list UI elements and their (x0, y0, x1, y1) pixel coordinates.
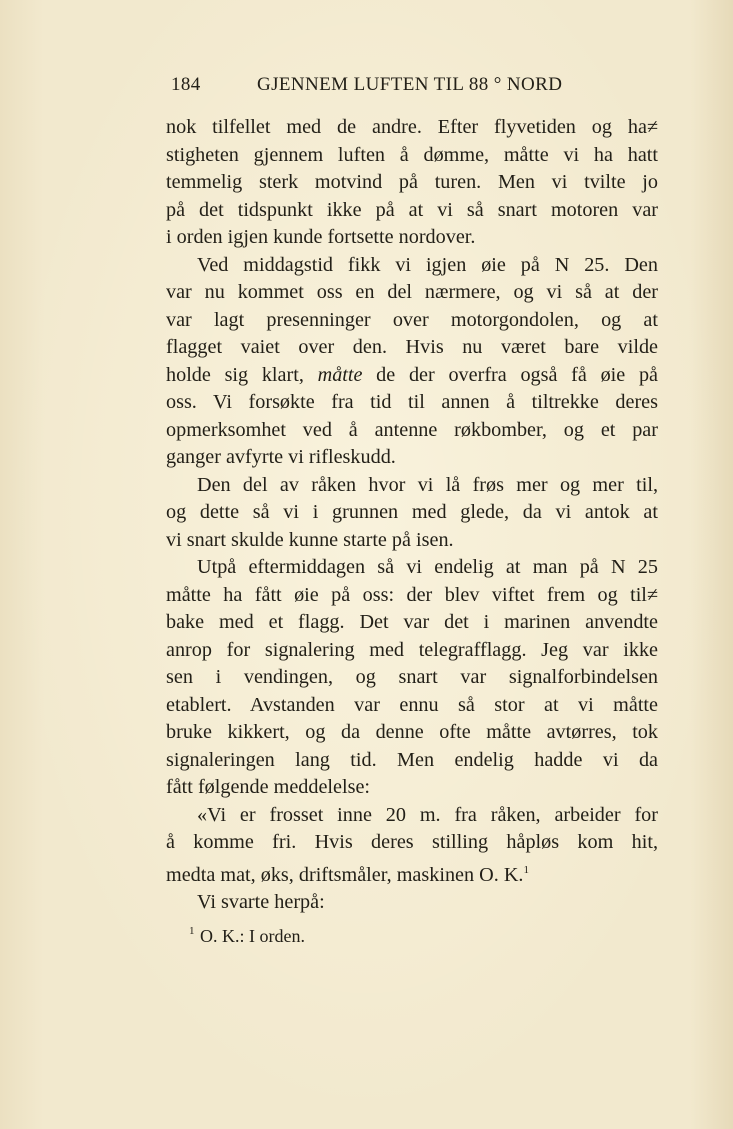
text-line: ganger avfyrte vi rifleskudd. (166, 446, 396, 468)
text-line: bruke kikkert, og da denne ofte måtte avtørres, tok (166, 721, 658, 743)
text-line: anrop for signalering med telegrafflagg. Jeg var ikke (166, 638, 658, 661)
text-line: signaleringen lang tid. Men endelig hadde vi da (166, 748, 658, 771)
text-line: Utpå eftermiddagen så vi endelig at man på N 25 (197, 556, 658, 578)
text-segment: medta mat, øks, driftsmåler, maskinen O. K. (166, 863, 524, 886)
text-line: måtte ha fått øie på oss: der blev viftet frem og til≠ (166, 583, 658, 606)
text-line: var nu kommet oss en del nærmere, og vi så at der (166, 281, 658, 303)
text-line: sen i vendingen, og snart var signalforbindelsen (166, 666, 658, 688)
text-line: temmelig sterk motvind på turen. Men vi tvilte jo (166, 171, 658, 193)
page-header (165, 74, 660, 102)
text-line: flagget vaiet over den. Hvis nu været bare vilde (166, 336, 658, 358)
text-line-with-italic (166, 362, 658, 390)
text-line-with-footnote (166, 857, 658, 890)
footnote-marker: 1 (189, 925, 195, 937)
running-title: GJENNEM LUFTEN TIL 88 ° NORD (257, 74, 563, 95)
text-line: Ved middagstid fikk vi igjen øie på N 25. Den (197, 253, 658, 276)
text-line: å komme fri. Hvis deres stilling håpløs kom hit, (166, 831, 658, 853)
text-line: etablert. Avstanden var ennu så stor at vi måtte (166, 693, 658, 716)
text-line: i orden igjen kunde fortsette nordover. (166, 226, 476, 248)
text-segment: holde sig klart, (166, 363, 318, 386)
text-line: og dette så vi i grunnen med glede, da vi antok at (166, 501, 658, 523)
text-line: bake med et flagg. Det var det i marinen anvendte (166, 611, 658, 633)
text-line: Den del av råken hvor vi lå frøs mer og mer til, (197, 473, 658, 496)
footnote (189, 919, 305, 948)
body-text (166, 114, 658, 917)
text-line: opmerksomhet ved å antenne røkbomber, og et par (166, 418, 658, 441)
text-line: nok tilfellet med de andre. Efter flyvetiden og ha≠ (166, 116, 658, 138)
text-line: vi snart skulde kunne starte på isen. (166, 528, 454, 551)
text-line: «Vi er frosset inne 20 m. fra råken, arbeider for (197, 803, 658, 826)
footnote-reference: 1 (523, 863, 529, 876)
text-line: fått følgende meddelelse: (166, 776, 371, 798)
text-line: Vi svarte herpå: (197, 891, 325, 913)
text-line: var lagt presenninger over motorgondolen, og at (166, 308, 658, 331)
italic-word: måtte (317, 363, 363, 386)
text-line: oss. Vi forsøkte fra tid til annen å tiltrekke deres (166, 391, 658, 413)
page-number: 184 (171, 74, 201, 95)
text-line: på det tidspunkt ikke på at vi så snart motoren var (166, 198, 658, 221)
footnote-text: O. K.: I orden. (200, 926, 305, 946)
text-line: stigheten gjennem luften å dømme, måtte vi ha hatt (166, 143, 658, 166)
text-segment: de der overfra også få øie på (362, 363, 658, 386)
